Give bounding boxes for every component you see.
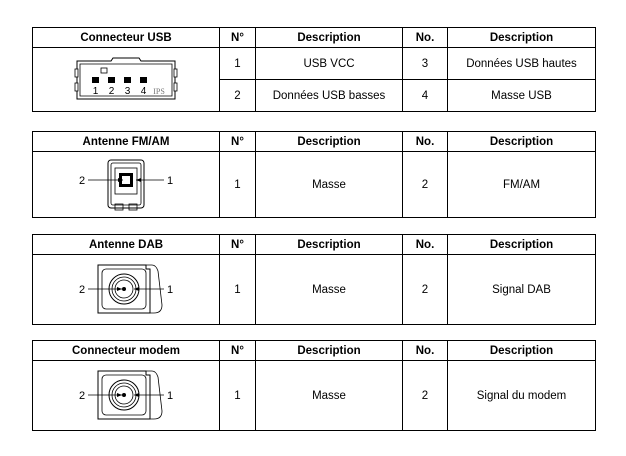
description-header: Description [448, 132, 596, 152]
pin-number-cell: 2 [403, 255, 448, 325]
fm-am-connector-diagram [33, 152, 220, 218]
fm-am-connector-image [66, 156, 186, 214]
pin-number-header: No. [403, 28, 448, 48]
table-header-row [33, 341, 596, 361]
pin-number-header: No. [403, 132, 448, 152]
dab-connector-diagram [33, 255, 220, 325]
pin-number-cell: 2 [220, 80, 256, 112]
usb-connector-image [71, 55, 181, 105]
description-header: Description [448, 28, 596, 48]
connector-header: Connecteur modem [33, 341, 220, 361]
pin-number-cell: 1 [220, 152, 256, 218]
pin-number-cell: 1 [220, 48, 256, 80]
usb-connector-diagram [33, 48, 220, 112]
pin-number-header: No. [403, 235, 448, 255]
pin-number-cell: 3 [403, 48, 448, 80]
description-cell: Masse [256, 255, 403, 325]
description-header: Description [448, 235, 596, 255]
description-header: Description [256, 235, 403, 255]
pin-number-cell: 1 [220, 361, 256, 431]
table-header-row [33, 235, 596, 255]
description-cell: Données USB basses [256, 80, 403, 112]
table-row [33, 255, 596, 325]
pin-number-header: No. [403, 341, 448, 361]
connector-header: Antenne DAB [33, 235, 220, 255]
connector-mark: IPS [153, 86, 165, 96]
pin-label: 1 [166, 174, 174, 187]
pin-label: 2 [78, 283, 86, 296]
modem-connector-table [32, 340, 596, 431]
modem-connector-diagram [33, 361, 220, 431]
pin-number-cell: 1 [220, 255, 256, 325]
modem-connector-image [66, 365, 186, 427]
description-cell: Signal du modem [448, 361, 596, 431]
pin-label: 4 [140, 85, 147, 97]
table-row [33, 152, 596, 218]
description-cell: Masse USB [448, 80, 596, 112]
pin-number-cell: 4 [403, 80, 448, 112]
pin-number-header: N° [220, 132, 256, 152]
pin-number-header: N° [220, 341, 256, 361]
description-cell: Masse [256, 361, 403, 431]
pin-label: 3 [124, 85, 131, 97]
description-header: Description [256, 341, 403, 361]
description-header: Description [448, 341, 596, 361]
description-cell: Signal DAB [448, 255, 596, 325]
pin-label: 2 [78, 389, 86, 402]
pin-label: 1 [166, 389, 174, 402]
description-cell: USB VCC [256, 48, 403, 80]
fm-am-antenna-table [32, 131, 596, 218]
description-cell: Masse [256, 152, 403, 218]
dab-antenna-table [32, 234, 596, 325]
pin-label: 2 [108, 85, 115, 97]
dab-connector-image [66, 259, 186, 321]
description-header: Description [256, 132, 403, 152]
pin-label: 1 [166, 283, 174, 296]
description-cell: Données USB hautes [448, 48, 596, 80]
description-header: Description [256, 28, 403, 48]
pin-number-cell: 2 [403, 361, 448, 431]
table-header-row [33, 132, 596, 152]
usb-connector-table [32, 27, 596, 112]
pin-number-header: N° [220, 235, 256, 255]
description-cell: FM/AM [448, 152, 596, 218]
connector-header: Connecteur USB [33, 28, 220, 48]
connector-header: Antenne FM/AM [33, 132, 220, 152]
table-row [33, 361, 596, 431]
pin-number-header: N° [220, 28, 256, 48]
pin-label: 1 [92, 85, 99, 97]
table-row [33, 48, 596, 80]
pin-number-cell: 2 [403, 152, 448, 218]
pin-label: 2 [78, 174, 86, 187]
table-header-row [33, 28, 596, 48]
